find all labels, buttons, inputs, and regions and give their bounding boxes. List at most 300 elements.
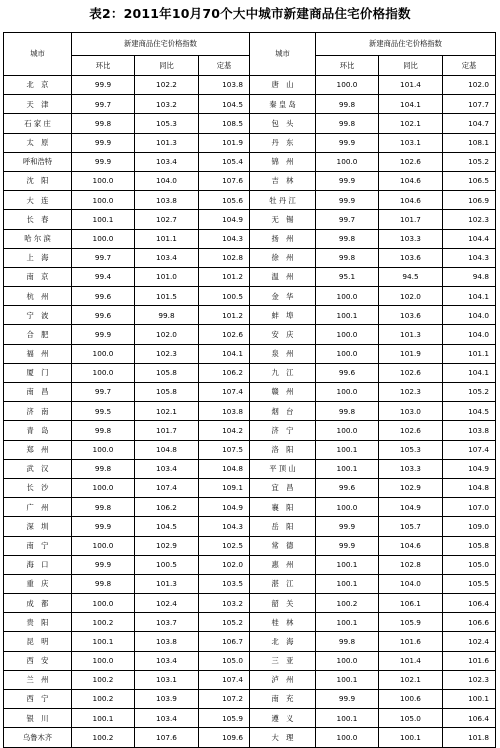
- city-cell: 烟 台: [250, 402, 316, 421]
- table-row: [4, 670, 496, 689]
- mom-cell: 100.1: [72, 210, 135, 229]
- city-cell: 南 充: [250, 690, 316, 709]
- base-cell: 104.8: [199, 459, 250, 478]
- yoy-cell: 99.8: [135, 306, 199, 325]
- mom-cell: 99.8: [72, 421, 135, 440]
- yoy-cell: 101.3: [135, 133, 199, 152]
- yoy-cell: 105.3: [135, 114, 199, 133]
- mom-cell: 99.9: [72, 517, 135, 536]
- mom-cell: 100.2: [72, 690, 135, 709]
- yoy-cell: 101.9: [379, 344, 443, 363]
- base-cell: 104.8: [443, 478, 496, 497]
- base-cell: 106.6: [443, 613, 496, 632]
- mom-cell: 100.0: [72, 344, 135, 363]
- mom-cell: 99.9: [316, 191, 379, 210]
- mom-cell: 100.0: [316, 287, 379, 306]
- mom-cell: 100.1: [72, 632, 135, 651]
- city-cell: 无 锡: [250, 210, 316, 229]
- mom-cell: 100.0: [316, 152, 379, 171]
- mom-cell: 99.8: [72, 574, 135, 593]
- table-row: [4, 210, 496, 229]
- mom-cell: 100.2: [316, 594, 379, 613]
- yoy-cell: 103.6: [379, 248, 443, 267]
- base-cell: 104.7: [443, 114, 496, 133]
- mom-cell: 99.6: [72, 306, 135, 325]
- base-cell: 107.2: [199, 690, 250, 709]
- base-cell: 107.7: [443, 95, 496, 114]
- yoy-cell: 104.0: [379, 574, 443, 593]
- yoy-cell: 104.0: [135, 171, 199, 190]
- city-cell: 平 顶 山: [250, 459, 316, 478]
- table-row: [4, 421, 496, 440]
- base-cell: 106.4: [443, 594, 496, 613]
- base-cell: 104.0: [443, 306, 496, 325]
- yoy-cell: 106.2: [135, 498, 199, 517]
- city-cell: 锦 州: [250, 152, 316, 171]
- base-cell: 105.8: [443, 536, 496, 555]
- yoy-cell: 101.4: [379, 76, 443, 95]
- city-cell: 呼和浩特: [4, 152, 72, 171]
- table-row: [4, 536, 496, 555]
- mom-cell: 100.0: [72, 363, 135, 382]
- mom-cell: 100.0: [316, 76, 379, 95]
- mom-cell: 99.7: [72, 95, 135, 114]
- base-cell: 102.0: [443, 76, 496, 95]
- base-cell: 105.5: [443, 574, 496, 593]
- base-cell: 102.3: [443, 670, 496, 689]
- city-cell: 湛 江: [250, 574, 316, 593]
- mom-cell: 100.0: [72, 191, 135, 210]
- base-cell: 107.0: [443, 498, 496, 517]
- table-row: [4, 383, 496, 402]
- index-group-header: 新建商品住宅价格指数: [72, 33, 250, 56]
- table-row: [4, 632, 496, 651]
- city-cell: 襄 阳: [250, 498, 316, 517]
- base-cell: 108.5: [199, 114, 250, 133]
- mom-cell: 99.8: [72, 498, 135, 517]
- base-cell: 101.8: [443, 728, 496, 747]
- base-cell: 102.3: [443, 210, 496, 229]
- mom-cell: 99.9: [316, 536, 379, 555]
- yoy-cell: 102.0: [135, 325, 199, 344]
- yoy-cell: 102.1: [379, 670, 443, 689]
- table-row: [4, 76, 496, 95]
- city-cell: 合 肥: [4, 325, 72, 344]
- base-cell: 103.2: [199, 594, 250, 613]
- table-row: [4, 478, 496, 497]
- base-cell: 105.2: [199, 613, 250, 632]
- city-cell: 贵 阳: [4, 613, 72, 632]
- mom-cell: 100.1: [316, 440, 379, 459]
- base-cell: 104.4: [443, 229, 496, 248]
- base-cell: 101.1: [443, 344, 496, 363]
- city-cell: 济 南: [4, 402, 72, 421]
- city-cell: 乌鲁木齐: [4, 728, 72, 747]
- mom-cell: 100.0: [72, 536, 135, 555]
- mom-cell: 100.0: [316, 325, 379, 344]
- table-row: [4, 114, 496, 133]
- mom-cell: 99.9: [316, 133, 379, 152]
- base-cell: 106.2: [199, 363, 250, 382]
- city-cell: 天 津: [4, 95, 72, 114]
- yoy-cell: 94.5: [379, 267, 443, 286]
- base-cell: 104.1: [443, 363, 496, 382]
- yoy-cell: 101.6: [379, 632, 443, 651]
- base-cell: 104.1: [443, 287, 496, 306]
- page-title: 表2：2011年10月70个大中城市新建商品住宅价格指数: [89, 6, 411, 21]
- city-cell: 韶 关: [250, 594, 316, 613]
- base-cell: 101.2: [199, 306, 250, 325]
- mom-cell: 99.6: [316, 478, 379, 497]
- yoy-cell: 101.1: [135, 229, 199, 248]
- mom-cell: 99.9: [316, 171, 379, 190]
- base-cell: 105.4: [199, 152, 250, 171]
- mom-cell: 100.0: [72, 651, 135, 670]
- mom-cell: 99.9: [72, 133, 135, 152]
- city-cell: 成 都: [4, 594, 72, 613]
- mom-cell: 100.1: [316, 709, 379, 728]
- mom-cell: 100.2: [72, 670, 135, 689]
- base-cell: 101.6: [443, 651, 496, 670]
- base-cell: 104.3: [443, 248, 496, 267]
- yoy-cell: 102.1: [379, 114, 443, 133]
- city-cell: 包 头: [250, 114, 316, 133]
- base-cell: 105.2: [443, 152, 496, 171]
- base-column-header: 定基: [199, 56, 250, 76]
- city-cell: 赣 州: [250, 383, 316, 402]
- city-cell: 大 连: [4, 191, 72, 210]
- base-cell: 104.0: [443, 325, 496, 344]
- table-row: [4, 344, 496, 363]
- table-row: [4, 363, 496, 382]
- yoy-cell: 104.6: [379, 536, 443, 555]
- yoy-cell: 104.6: [379, 171, 443, 190]
- city-cell: 金 华: [250, 287, 316, 306]
- mom-cell: 99.9: [316, 517, 379, 536]
- base-cell: 103.5: [199, 574, 250, 593]
- table-row: [4, 709, 496, 728]
- yoy-cell: 100.5: [135, 555, 199, 574]
- mom-cell: 100.0: [316, 728, 379, 747]
- city-cell: 吉 林: [250, 171, 316, 190]
- city-cell: 徐 州: [250, 248, 316, 267]
- city-cell: 九 江: [250, 363, 316, 382]
- base-cell: 104.3: [199, 517, 250, 536]
- base-cell: 105.2: [443, 383, 496, 402]
- yoy-cell: 106.1: [379, 594, 443, 613]
- yoy-cell: 105.3: [379, 440, 443, 459]
- yoy-cell: 105.9: [379, 613, 443, 632]
- mom-cell: 100.0: [316, 498, 379, 517]
- mom-cell: 99.4: [72, 267, 135, 286]
- base-cell: 109.6: [199, 728, 250, 747]
- table-row: [4, 728, 496, 747]
- base-column-header: 定基: [443, 56, 496, 76]
- city-cell: 深 圳: [4, 517, 72, 536]
- base-cell: 103.8: [443, 421, 496, 440]
- city-cell: 桂 林: [250, 613, 316, 632]
- city-cell: 哈 尔 滨: [4, 229, 72, 248]
- table-row: [4, 95, 496, 114]
- base-cell: 107.4: [199, 383, 250, 402]
- city-cell: 西 宁: [4, 690, 72, 709]
- yoy-cell: 101.7: [379, 210, 443, 229]
- base-cell: 104.9: [199, 210, 250, 229]
- yoy-cell: 105.8: [135, 383, 199, 402]
- base-cell: 106.5: [443, 171, 496, 190]
- mom-cell: 100.1: [316, 574, 379, 593]
- table-row: [4, 191, 496, 210]
- mom-cell: 100.2: [72, 613, 135, 632]
- table-row: [4, 171, 496, 190]
- base-cell: 107.4: [199, 670, 250, 689]
- yoy-cell: 104.9: [379, 498, 443, 517]
- yoy-cell: 100.1: [379, 728, 443, 747]
- yoy-cell: 103.9: [135, 690, 199, 709]
- mom-cell: 100.0: [316, 651, 379, 670]
- table-row: [4, 325, 496, 344]
- city-cell: 唐 山: [250, 76, 316, 95]
- mom-cell: 99.7: [72, 383, 135, 402]
- yoy-cell: 105.7: [379, 517, 443, 536]
- mom-cell: 99.9: [72, 152, 135, 171]
- mom-cell: 99.9: [316, 690, 379, 709]
- city-cell: 福 州: [4, 344, 72, 363]
- table-row: [4, 248, 496, 267]
- yoy-cell: 102.4: [135, 594, 199, 613]
- mom-cell: 100.0: [316, 344, 379, 363]
- city-cell: 南 宁: [4, 536, 72, 555]
- yoy-cell: 102.2: [135, 76, 199, 95]
- city-cell: 银 川: [4, 709, 72, 728]
- mom-cell: 100.0: [316, 421, 379, 440]
- city-cell: 北 海: [250, 632, 316, 651]
- city-cell: 扬 州: [250, 229, 316, 248]
- city-cell: 南 京: [4, 267, 72, 286]
- yoy-cell: 102.3: [135, 344, 199, 363]
- yoy-cell: 102.3: [379, 383, 443, 402]
- city-cell: 遵 义: [250, 709, 316, 728]
- base-cell: 108.1: [443, 133, 496, 152]
- yoy-cell: 103.3: [379, 229, 443, 248]
- yoy-column-header: 同比: [135, 56, 199, 76]
- table-row: [4, 152, 496, 171]
- price-index-table: [3, 32, 496, 748]
- yoy-cell: 105.0: [379, 709, 443, 728]
- city-cell: 三 亚: [250, 651, 316, 670]
- base-cell: 103.8: [199, 76, 250, 95]
- yoy-cell: 102.6: [379, 363, 443, 382]
- yoy-cell: 103.4: [135, 152, 199, 171]
- city-cell: 惠 州: [250, 555, 316, 574]
- base-cell: 102.5: [199, 536, 250, 555]
- mom-column-header: 环比: [316, 56, 379, 76]
- table-row: [4, 555, 496, 574]
- city-cell: 上 海: [4, 248, 72, 267]
- mom-cell: 99.8: [316, 248, 379, 267]
- base-cell: 104.9: [443, 459, 496, 478]
- mom-cell: 99.9: [72, 555, 135, 574]
- city-cell: 岳 阳: [250, 517, 316, 536]
- base-cell: 100.5: [199, 287, 250, 306]
- yoy-cell: 101.4: [379, 651, 443, 670]
- base-cell: 109.0: [443, 517, 496, 536]
- base-cell: 104.3: [199, 229, 250, 248]
- yoy-cell: 103.4: [135, 459, 199, 478]
- city-cell: 石 家 庄: [4, 114, 72, 133]
- base-cell: 105.0: [443, 555, 496, 574]
- yoy-cell: 103.8: [135, 632, 199, 651]
- mom-cell: 100.0: [72, 171, 135, 190]
- yoy-cell: 103.2: [135, 95, 199, 114]
- yoy-cell: 103.4: [135, 709, 199, 728]
- yoy-cell: 104.6: [379, 191, 443, 210]
- base-cell: 102.8: [199, 248, 250, 267]
- mom-cell: 100.1: [316, 306, 379, 325]
- mom-cell: 99.8: [316, 95, 379, 114]
- base-cell: 94.8: [443, 267, 496, 286]
- mom-cell: 99.8: [316, 402, 379, 421]
- mom-cell: 100.0: [72, 594, 135, 613]
- table-row: [4, 498, 496, 517]
- mom-cell: 100.0: [72, 478, 135, 497]
- yoy-cell: 103.4: [135, 651, 199, 670]
- yoy-cell: 101.5: [135, 287, 199, 306]
- yoy-cell: 107.6: [135, 728, 199, 747]
- mom-cell: 99.9: [72, 76, 135, 95]
- table-row: [4, 287, 496, 306]
- table-row: [4, 229, 496, 248]
- mom-cell: 99.6: [72, 287, 135, 306]
- city-cell: 海 口: [4, 555, 72, 574]
- base-cell: 103.8: [199, 402, 250, 421]
- base-cell: 105.0: [199, 651, 250, 670]
- yoy-cell: 103.1: [135, 670, 199, 689]
- base-cell: 102.6: [199, 325, 250, 344]
- base-cell: 106.9: [443, 191, 496, 210]
- mom-cell: 100.0: [316, 383, 379, 402]
- yoy-cell: 103.8: [135, 191, 199, 210]
- base-cell: 100.1: [443, 690, 496, 709]
- yoy-cell: 101.3: [379, 325, 443, 344]
- city-cell: 温 州: [250, 267, 316, 286]
- mom-cell: 99.8: [316, 229, 379, 248]
- table-row: [4, 651, 496, 670]
- yoy-cell: 102.9: [379, 478, 443, 497]
- mom-cell: 100.1: [316, 459, 379, 478]
- mom-column-header: 环比: [72, 56, 135, 76]
- mom-cell: 100.1: [316, 555, 379, 574]
- mom-cell: 100.1: [316, 670, 379, 689]
- city-cell: 宁 波: [4, 306, 72, 325]
- yoy-cell: 102.9: [135, 536, 199, 555]
- mom-cell: 99.8: [316, 632, 379, 651]
- table-row: [4, 594, 496, 613]
- mom-cell: 99.8: [316, 114, 379, 133]
- base-cell: 104.5: [199, 95, 250, 114]
- city-cell: 北 京: [4, 76, 72, 95]
- base-cell: 104.5: [443, 402, 496, 421]
- yoy-cell: 101.3: [135, 574, 199, 593]
- city-cell: 郑 州: [4, 440, 72, 459]
- table-row: [4, 440, 496, 459]
- yoy-cell: 103.7: [135, 613, 199, 632]
- yoy-cell: 102.6: [379, 152, 443, 171]
- yoy-cell: 104.1: [379, 95, 443, 114]
- yoy-cell: 105.8: [135, 363, 199, 382]
- base-cell: 102.0: [199, 555, 250, 574]
- yoy-cell: 103.4: [135, 248, 199, 267]
- yoy-cell: 102.6: [379, 421, 443, 440]
- yoy-cell: 107.4: [135, 478, 199, 497]
- yoy-cell: 100.6: [379, 690, 443, 709]
- mom-cell: 99.7: [72, 248, 135, 267]
- mom-cell: 99.6: [316, 363, 379, 382]
- base-cell: 104.1: [199, 344, 250, 363]
- yoy-cell: 104.8: [135, 440, 199, 459]
- base-cell: 105.6: [199, 191, 250, 210]
- city-cell: 昆 明: [4, 632, 72, 651]
- table-row: [4, 402, 496, 421]
- yoy-cell: 102.8: [379, 555, 443, 574]
- city-cell: 丹 东: [250, 133, 316, 152]
- mom-cell: 99.7: [316, 210, 379, 229]
- base-cell: 107.4: [443, 440, 496, 459]
- city-cell: 太 原: [4, 133, 72, 152]
- yoy-cell: 103.1: [379, 133, 443, 152]
- city-cell: 洛 阳: [250, 440, 316, 459]
- table-row: [4, 613, 496, 632]
- city-column-header: 城市: [250, 33, 316, 76]
- city-cell: 武 汉: [4, 459, 72, 478]
- base-cell: 106.4: [443, 709, 496, 728]
- city-cell: 青 岛: [4, 421, 72, 440]
- city-cell: 安 庆: [250, 325, 316, 344]
- city-cell: 常 德: [250, 536, 316, 555]
- city-cell: 南 昌: [4, 383, 72, 402]
- mom-cell: 100.0: [72, 440, 135, 459]
- base-cell: 106.7: [199, 632, 250, 651]
- base-cell: 101.2: [199, 267, 250, 286]
- base-cell: 104.2: [199, 421, 250, 440]
- city-cell: 杭 州: [4, 287, 72, 306]
- yoy-cell: 102.7: [135, 210, 199, 229]
- city-column-header: 城市: [4, 33, 72, 76]
- table-body: [4, 76, 496, 748]
- mom-cell: 100.1: [72, 709, 135, 728]
- table-row: [4, 133, 496, 152]
- yoy-cell: 103.0: [379, 402, 443, 421]
- city-cell: 泸 州: [250, 670, 316, 689]
- yoy-cell: 103.6: [379, 306, 443, 325]
- table-row: [4, 690, 496, 709]
- city-cell: 泉 州: [250, 344, 316, 363]
- base-cell: 102.4: [443, 632, 496, 651]
- city-cell: 大 理: [250, 728, 316, 747]
- mom-cell: 99.8: [72, 459, 135, 478]
- mom-cell: 100.0: [72, 229, 135, 248]
- base-cell: 101.9: [199, 133, 250, 152]
- mom-cell: 100.2: [72, 728, 135, 747]
- city-cell: 厦 门: [4, 363, 72, 382]
- table-row: [4, 574, 496, 593]
- city-cell: 牡 丹 江: [250, 191, 316, 210]
- city-cell: 重 庆: [4, 574, 72, 593]
- table-row: [4, 459, 496, 478]
- base-cell: 107.6: [199, 171, 250, 190]
- yoy-cell: 102.1: [135, 402, 199, 421]
- mom-cell: 95.1: [316, 267, 379, 286]
